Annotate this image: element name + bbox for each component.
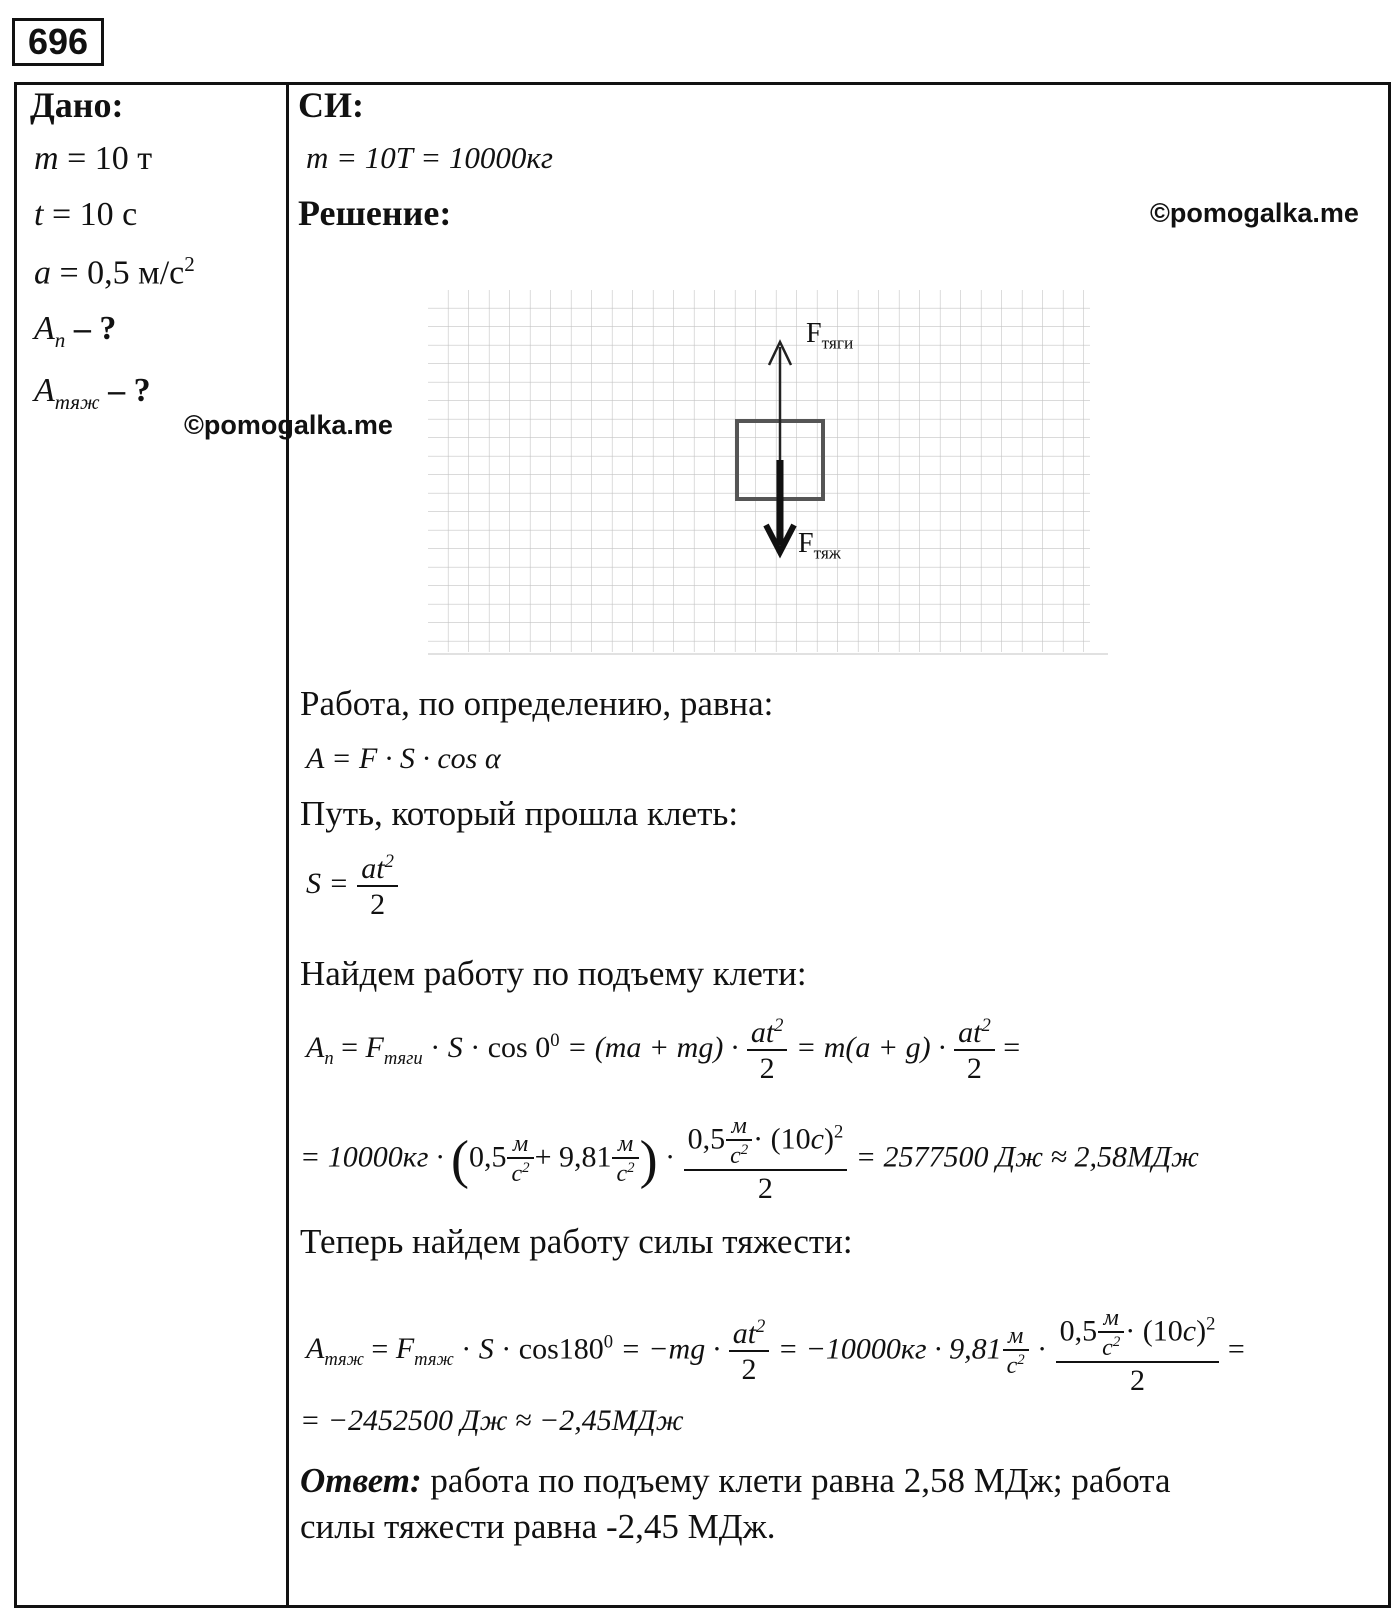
given-acceleration: a = 0,5 $м/с^2$ [34, 252, 195, 292]
grid-background [428, 290, 1090, 652]
lift-work-formula: $A_п = F_{тяги} \cdot S \cdot \cos 0^0 = (ma + mg)$ · $\frac{at^2}{2}$ = m(a + g) · $\frac{at^2}{2}$ = [306, 1015, 1021, 1085]
answer: Ответ: работа по подъему клети равна 2,58 МДж; работа силы тяжести равна -2,45 МДж. [300, 1461, 1171, 1546]
path-text: Путь, который прошла клеть: [300, 794, 739, 833]
problem-number: 696 [12, 18, 104, 66]
solution-heading: Решение: [298, 193, 452, 233]
path-formula: S = $\frac{at^2}{2}$ [306, 852, 399, 920]
lift-work-calculation: = 10000кг · (0,5 м $с^2$ + 9,81 м $с^2$ ) · 0,5 м $с^2$ · $(10с)^2$ 2 = 2577500 Дж ≈ 2,58МДж [300, 1113, 1199, 1206]
force-diagram [428, 290, 1108, 672]
traction-force-label: $F_{тяги}$ [806, 318, 854, 353]
gravity-force-label: $F_{тяж}$ [798, 528, 841, 563]
given-mass: m = 10 т [34, 140, 153, 177]
si-heading: СИ: [298, 85, 364, 125]
gravity-work-result: = −2452500 Дж ≈ −2,45МДж [300, 1404, 684, 1437]
gravity-work-text: Теперь найдем работу силы тяжести: [300, 1222, 853, 1261]
gravity-work-formula: $A_{тяж} = F_{тяж} \cdot S \cdot \cos 180^0 = -mg$ · $\frac{at^2}{2}$ = −10000кг · 9,81 м $с^2$ · 0,5 м $с^2$ · $(10с)^2$ 2 = [306, 1305, 1245, 1398]
si-conversion: m = 10T = 10000кг [306, 140, 554, 175]
work-definition-text: Работа, по определению, равна: [300, 684, 774, 723]
given-time: t = 10 с [34, 196, 138, 233]
lift-work-text: Найдем работу по подъему клети: [300, 954, 807, 993]
column-divider [286, 82, 289, 1608]
watermark: ©pomogalka.me [1150, 198, 1359, 228]
given-work-gravity: $A_{тяж}$ – ? [34, 372, 151, 414]
work-formula: A = F · S · cos α [306, 742, 501, 775]
watermark: ©pomogalka.me [184, 410, 393, 440]
given-heading: Дано: [30, 85, 124, 125]
given-work-lift: $A_п$ – ? [34, 310, 117, 352]
